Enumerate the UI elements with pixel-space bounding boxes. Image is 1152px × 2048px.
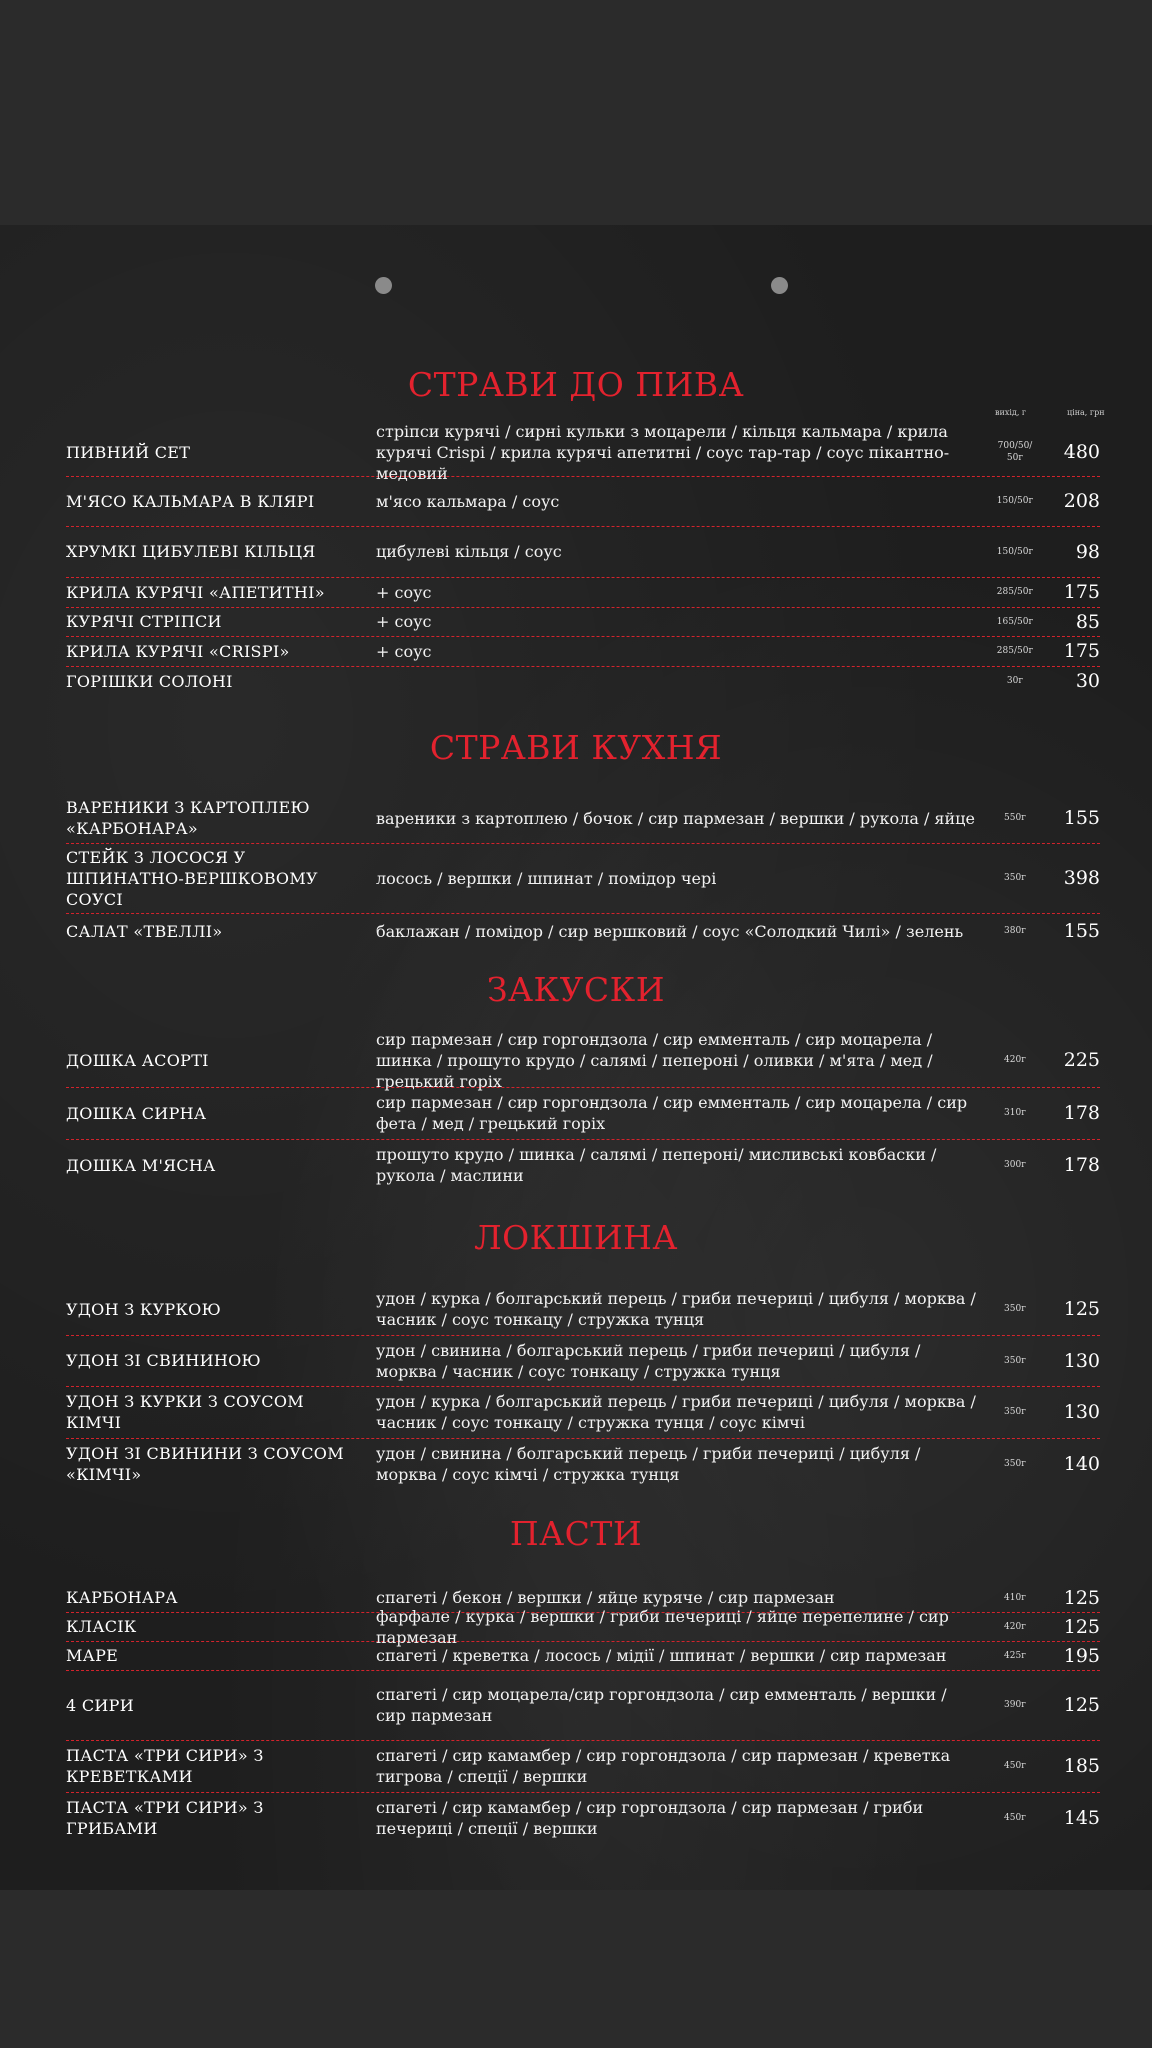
item-weight: 350г: [1004, 873, 1026, 883]
item-weight: 310г: [1004, 1108, 1026, 1118]
item-description: удон / курка / болгарський перець / гриби печериці / цибуля / морква / часник / соус тонкацу / стружка тунця: [376, 1289, 976, 1329]
item-name: УДОН ЗІ СВИНИНИ З СОУСОМ «КІМЧІ»: [66, 1444, 344, 1484]
item-name: УДОН ЗІ СВИНИНОЮ: [66, 1351, 261, 1370]
item-weight: 550г: [1004, 813, 1026, 823]
item-price: 85: [1075, 610, 1100, 633]
item-price: 140: [1063, 1453, 1100, 1475]
item-description: спагеті / сир камамбер / сир горгондзола / сир пармезан / гриби печериці / спеції / вершки: [376, 1798, 924, 1838]
price-column-header: ціна, грн: [1067, 408, 1105, 417]
item-description: лосось / вершки / шпинат / помідор чері: [376, 868, 717, 888]
item-weight: 165/50г: [996, 616, 1034, 627]
menu-item: [66, 1438, 1100, 1490]
menu-item: [66, 1740, 1100, 1793]
menu-item: [66, 1606, 1100, 1647]
menu-item: [66, 793, 1100, 844]
item-price: 130: [1063, 1401, 1100, 1423]
item-price: 125: [1063, 1615, 1100, 1638]
item-price: 195: [1063, 1644, 1100, 1667]
item-name: ДОШКА АСОРТІ: [66, 1050, 209, 1070]
item-description: прошуто крудо / шинка / салямі / пепероні/ мисливські ковбаски / рукола / маслини: [376, 1145, 937, 1185]
item-name: 4 СИРИ: [66, 1695, 134, 1715]
item-name: ХРУМКІ ЦИБУЛЕВІ КІЛЬЦЯ: [66, 542, 316, 561]
item-weight: 420г: [1004, 1055, 1026, 1065]
item-price: 398: [1063, 867, 1100, 889]
item-weight: 30г: [1006, 676, 1024, 686]
item-name: СТЕЙК З ЛОСОСЯ У ШПИНАТНО-ВЕРШКОВОМУ СОУСІ: [66, 847, 318, 909]
item-name: САЛАТ «ТВЕЛЛІ»: [66, 921, 223, 941]
item-description: вареники з картоплею / бочок / сир пармезан / вершки / рукола / яйце: [376, 808, 975, 828]
item-weight: 420г: [1004, 1621, 1026, 1632]
section-title-appetizers: ЗАКУСКИ: [486, 970, 665, 1009]
binding-hole-right: [771, 277, 788, 294]
item-description: [376, 666, 976, 696]
item-description: + соус: [376, 612, 432, 631]
section-title-noodles: ЛОКШИНА: [474, 1218, 678, 1257]
item-description: удон / свинина / болгарський перець / гриби печериці / цибуля / морква / часник / соус тонкацу / стружка тунця: [376, 1340, 921, 1381]
item-weight: 450г: [1004, 1761, 1026, 1771]
item-weight: 700/50/ 50г: [997, 441, 1033, 463]
item-description: сир пармезан / сир горгондзола / сир емменталь / сир моцарела / сир фета / мед / грецький горіх: [376, 1093, 968, 1133]
item-weight: 285/50г: [996, 646, 1034, 656]
item-name: М'ЯСО КАЛЬМАРА В КЛЯРІ: [66, 491, 315, 511]
item-name: КУРЯЧІ СТРІПСИ: [66, 612, 222, 631]
menu-item: [66, 1670, 1100, 1741]
menu-item: [66, 1283, 1100, 1336]
menu-item: [66, 421, 1100, 483]
item-name: ВАРЕНИКИ З КАРТОПЛЕЮ «КАРБОНАРА»: [66, 798, 310, 838]
item-name: ДОШКА СИРНА: [66, 1103, 207, 1123]
item-name: КАРБОНАРА: [66, 1588, 178, 1607]
menu-item: [66, 1029, 1100, 1091]
item-price: 208: [1063, 490, 1100, 512]
item-description: стріпси курячі / сирні кульки з моцарели / кільця кальмара / крила курячі Crispi / крила курячі апетитні / соус тар-тар / соус пікантно-медовий: [376, 421, 950, 483]
item-price: 30: [1075, 670, 1100, 692]
item-price: 98: [1075, 540, 1100, 563]
menu-item: [66, 476, 1100, 527]
menu-item: [66, 1335, 1100, 1387]
item-price: 145: [1063, 1807, 1100, 1829]
item-price: 130: [1063, 1349, 1100, 1372]
item-price: 155: [1063, 807, 1100, 829]
item-weight: 350г: [1004, 1355, 1026, 1366]
item-name: ПАСТА «ТРИ СИРИ» З КРЕВЕТКАМИ: [66, 1746, 264, 1786]
item-weight: 425г: [1004, 1650, 1026, 1661]
item-description: спагеті / бекон / вершки / яйце куряче / сир пармезан: [376, 1588, 835, 1607]
item-price: 185: [1063, 1755, 1100, 1777]
item-description: удон / курка / болгарський перець / гриби печериці / цибуля / морква / часник / соус тонкацу / стружка тунця / соус кімчі: [376, 1392, 976, 1432]
item-description: + соус: [376, 582, 432, 602]
item-name: МАРЕ: [66, 1646, 119, 1665]
weight-column-header: вихід, г: [995, 408, 1027, 417]
menu-item: [66, 636, 1100, 667]
item-name: УДОН З КУРКОЮ: [66, 1299, 221, 1319]
section-title-pasta: ПАСТИ: [509, 1514, 643, 1553]
item-weight: 150/50г: [996, 546, 1034, 557]
item-name: УДОН З КУРКИ З СОУСОМ КІМЧІ: [66, 1392, 304, 1432]
item-description: баклажан / помідор / сир вершковий / соус «Солодкий Чилі» / зелень: [376, 921, 964, 941]
item-description: сир пармезан / сир горгондзола / сир емменталь / сир моцарела / шинка / прошуто крудо / салямі / пепероні / оливки / м'ята / мед / грецький горіх: [376, 1029, 933, 1091]
menu-item: [66, 1386, 1100, 1439]
section-title-kitchen-dishes: СТРАВИ КУХНЯ: [429, 728, 723, 767]
item-name: КРИЛА КУРЯЧІ «АПЕТИТНІ»: [66, 582, 325, 602]
item-description: спагеті / сир моцарела/сир горгондзола / сир емменталь / вершки / сир пармезан: [376, 1685, 947, 1725]
item-weight: 450г: [1004, 1813, 1026, 1823]
item-weight: 410г: [1004, 1592, 1026, 1603]
item-weight: 150/50г: [996, 496, 1034, 506]
item-weight: 350г: [1004, 1459, 1026, 1469]
menu-sheet: [0, 225, 1152, 1890]
item-name: ПАСТА «ТРИ СИРИ» З ГРИБАМИ: [66, 1798, 264, 1838]
item-description: удон / свинина / болгарський перець / гриби печериці / цибуля / морква / соус кімчі / стружка тунця: [376, 1444, 921, 1484]
item-price: 175: [1063, 581, 1100, 603]
item-weight: 350г: [1004, 1304, 1026, 1314]
item-name: ДОШКА М'ЯСНА: [66, 1155, 216, 1175]
item-price: 125: [1063, 1586, 1100, 1609]
menu-item: [66, 1641, 1100, 1671]
item-weight: 380г: [1004, 926, 1026, 936]
item-name: ГОРІШКИ СОЛОНІ: [66, 671, 233, 691]
item-price: 155: [1063, 920, 1100, 942]
item-price: 175: [1063, 640, 1100, 662]
item-description: + соус: [376, 641, 432, 661]
item-price: 480: [1063, 441, 1100, 463]
menu-item: [66, 666, 1100, 696]
menu-item: [66, 1087, 1100, 1140]
menu-item: [66, 1792, 1100, 1844]
menu-item: [66, 913, 1100, 949]
item-name: ПИВНИЙ СЕТ: [66, 442, 191, 462]
item-description: цибулеві кільця / соус: [376, 542, 562, 561]
binding-hole-left: [375, 277, 392, 294]
item-price: 225: [1063, 1049, 1100, 1071]
section-title-beer-dishes: СТРАВИ ДО ПИВА: [407, 365, 745, 404]
item-description: спагеті / сир камамбер / сир горгондзола / сир пармезан / креветка тигрова / спеції / вершки: [376, 1746, 951, 1786]
item-price: 178: [1063, 1102, 1100, 1124]
menu-item: [66, 843, 1100, 914]
item-name: КЛАСІК: [66, 1617, 137, 1636]
menu-item: [66, 607, 1100, 637]
item-price: 125: [1063, 1298, 1100, 1320]
item-name: КРИЛА КУРЯЧІ «CRISPI»: [66, 641, 290, 661]
menu-item: [66, 1139, 1100, 1191]
item-weight: 285/50г: [996, 587, 1034, 597]
item-weight: 350г: [1004, 1407, 1026, 1417]
item-description: фарфале / курка / вершки / гриби печериці / яйце перепелине / сир пармезан: [376, 1606, 949, 1647]
item-description: спагеті / креветка / лосось / мідії / шпинат / вершки / сир пармезан: [376, 1646, 947, 1665]
item-weight: 300г: [1004, 1160, 1026, 1170]
menu-item: [66, 577, 1100, 608]
item-description: м'ясо кальмара / соус: [376, 491, 560, 511]
item-price: 125: [1063, 1694, 1100, 1716]
menu-item: [66, 526, 1100, 578]
item-price: 178: [1063, 1154, 1100, 1176]
item-weight: 390г: [1004, 1700, 1026, 1710]
